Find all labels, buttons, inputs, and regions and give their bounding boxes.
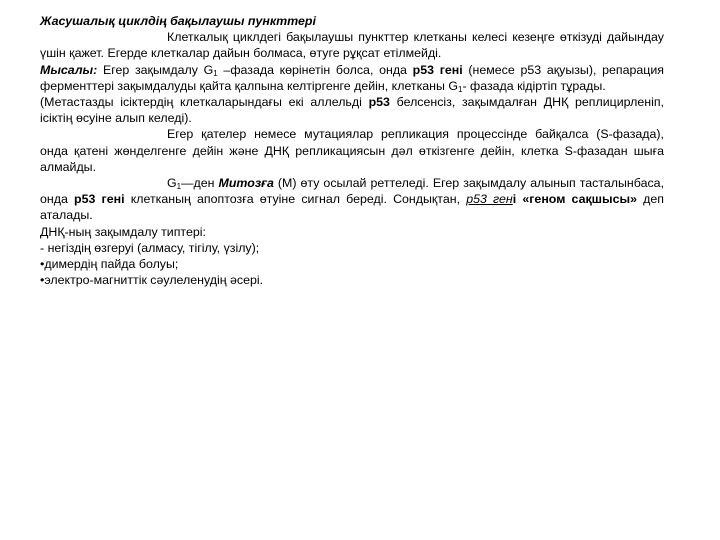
example-text-2: –фазада көрінетін болса, онда: [217, 62, 413, 77]
genome-guardian-term: «геном сақшысы»: [522, 192, 637, 207]
document-page: [40, 13, 664, 288]
example-subscript-1: 1: [213, 68, 218, 78]
example-text-3: (немесе р53 ақуызы), репарация ферменттері зақымдалуды қайта қалпына келтіргенге дейін, клетканы G: [40, 62, 665, 93]
mitosis-text-6: деп аталады.: [40, 192, 664, 223]
metastasis-paragraph: [40, 94, 664, 126]
example-text-4: - фазада кідіртіп тұрады.: [462, 78, 606, 93]
metastasis-text-1: (Метастазды ісіктердің клеткаларындағы екі аллельді: [40, 95, 369, 110]
replication-paragraph: Егер қателер немесе мутациялар репликация процессінде байқалса (S-фазада), онда қатені жөнделгенге дейін және ДНҚ репликациясын дәл өткізгенге дейін, клетка S-фазадан шыға алмайды.: [40, 127, 664, 174]
example-text-1: Егер зақымдалу G: [97, 62, 214, 77]
mitosis-subscript-1: 1: [176, 182, 182, 192]
damage-type-item: •димердің пайда болуы;: [40, 257, 179, 272]
damage-type-item: - негіздің өзгеруі (алмасу, тігілу, үзілу);: [40, 240, 260, 255]
mitosis-text-3: (М) өту осылай реттеледі. Егер зақымдалу алынып тасталынбаса, онда: [40, 176, 665, 207]
example-gene: р53 гені: [412, 62, 463, 77]
intro-paragraph: Клеткалық циклдегі бақылаушы пункттер клетканы келесі кезеңге өткізуді дайындау үшін қажет. Егерде клеткалар дайын болмаса, өтуге рұқсат етілмейді.: [40, 30, 664, 61]
damage-type-item: •электро-магниттік сәулеленудің әсері.: [40, 273, 264, 288]
mitosis-gene: р53 гені: [74, 192, 125, 207]
mitosis-paragraph: [40, 175, 664, 224]
example-subscript-2: 1: [458, 84, 463, 94]
example-label: Мысалы:: [40, 62, 98, 77]
document-title: Жасушалық циклдің бақылаушы пункттері: [40, 14, 316, 28]
example-paragraph: [40, 62, 664, 94]
mitosis-term: Митозға: [218, 176, 274, 191]
damage-types-heading: ДНҚ-ның зақымдалу типтері:: [40, 224, 206, 239]
metastasis-text-2: белсенсіз, зақымдалған ДНҚ реплицирленіп, ісіктің өсуіне алып келеді).: [40, 95, 664, 126]
mitosis-gene-suffix: і: [512, 192, 517, 207]
metastasis-gene: р53: [368, 95, 390, 110]
mitosis-text-1: G: [167, 176, 177, 191]
mitosis-gene-underlined: р53 ген: [466, 192, 513, 207]
mitosis-text-4: клетканың апоптозға өтуіне сигнал береді. Сондықтан,: [124, 192, 467, 207]
mitosis-text-2: —ден: [181, 176, 219, 191]
